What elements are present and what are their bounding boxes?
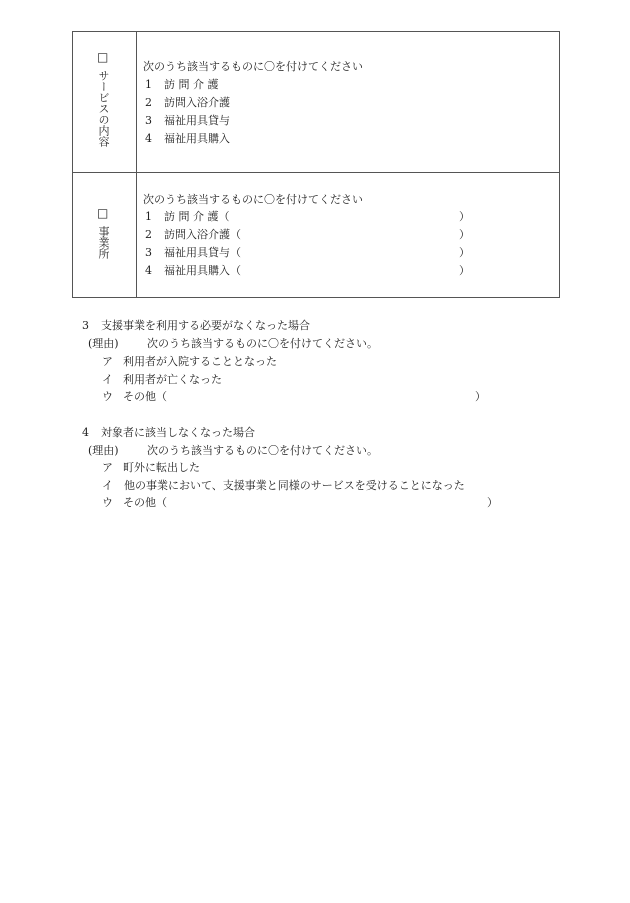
- section4-number: 4: [82, 426, 89, 439]
- section4-reason-label: (理由): [88, 444, 119, 457]
- section3-number: 3: [82, 319, 89, 332]
- row1-item-2-num: 2: [145, 96, 152, 109]
- section3-item-c-mark: ウ: [102, 390, 113, 403]
- section3-item-a-mark: ア: [102, 355, 113, 368]
- office-checkbox[interactable]: □: [97, 206, 109, 220]
- row1-item-4-text: 福祉用具購入: [164, 132, 230, 145]
- row-divider: [73, 172, 559, 173]
- section4-item-b-mark: イ: [102, 479, 113, 492]
- section4-item-c-mark: ウ: [102, 496, 113, 509]
- service-content-label: サービスの内容: [97, 70, 110, 147]
- section4-title: 対象者に該当しなくなった場合: [101, 426, 255, 439]
- section4-item-c-text: その他（: [123, 496, 167, 509]
- row2-item-1-text: 訪 問 介 護（: [164, 210, 230, 223]
- section3-instruction: 次のうち該当するものに〇を付けてください。: [147, 337, 378, 350]
- row1-item-1-text: 訪 問 介 護: [164, 78, 219, 91]
- row1-item-3-num: 3: [145, 114, 152, 127]
- section3-title: 支援事業を利用する必要がなくなった場合: [101, 319, 310, 332]
- section3-item-c-close: ）: [475, 390, 486, 403]
- section3-reason-label: (理由): [88, 337, 119, 350]
- row2-item-4-text: 福祉用具購入（: [164, 264, 241, 277]
- row2-item-4-num: 4: [145, 264, 152, 277]
- row2-item-3-num: 3: [145, 246, 152, 259]
- section4-item-b-text: 他の事業において、支援事業と同様のサービスを受けることになった: [124, 479, 465, 492]
- row2-item-2-num: 2: [145, 228, 152, 241]
- section4-item-a-text: 町外に転出した: [123, 461, 200, 474]
- row2-item-2-text: 訪問入浴介護（: [164, 228, 241, 241]
- section4-item-c-close: ）: [487, 496, 498, 509]
- office-label: 事業所: [97, 226, 110, 259]
- section3-item-a-text: 利用者が入院することとなった: [123, 355, 277, 368]
- section3-item-b-mark: イ: [102, 373, 113, 386]
- row2-item-2-close: ）: [459, 228, 470, 241]
- section4-instruction: 次のうち該当するものに〇を付けてください。: [147, 444, 378, 457]
- section4-item-a-mark: ア: [102, 461, 113, 474]
- row2-item-1-num: 1: [145, 210, 152, 223]
- service-content-checkbox[interactable]: □: [97, 50, 109, 64]
- row1-item-1-num: 1: [145, 78, 152, 91]
- row2-item-1-close: ）: [459, 210, 470, 223]
- row2-instruction: 次のうち該当するものに〇を付けてください: [143, 193, 363, 206]
- row2-item-3-text: 福祉用具貸与（: [164, 246, 241, 259]
- row1-item-3-text: 福祉用具貸与: [164, 114, 230, 127]
- row1-item-4-num: 4: [145, 132, 152, 145]
- section3-item-c-text: その他（: [123, 390, 167, 403]
- row2-item-3-close: ）: [459, 246, 470, 259]
- row1-item-2-text: 訪問入浴介護: [164, 96, 230, 109]
- column-divider: [136, 32, 137, 297]
- row1-instruction: 次のうち該当するものに〇を付けてください: [143, 60, 363, 73]
- section3-item-b-text: 利用者が亡くなった: [123, 373, 222, 386]
- row2-item-4-close: ）: [459, 264, 470, 277]
